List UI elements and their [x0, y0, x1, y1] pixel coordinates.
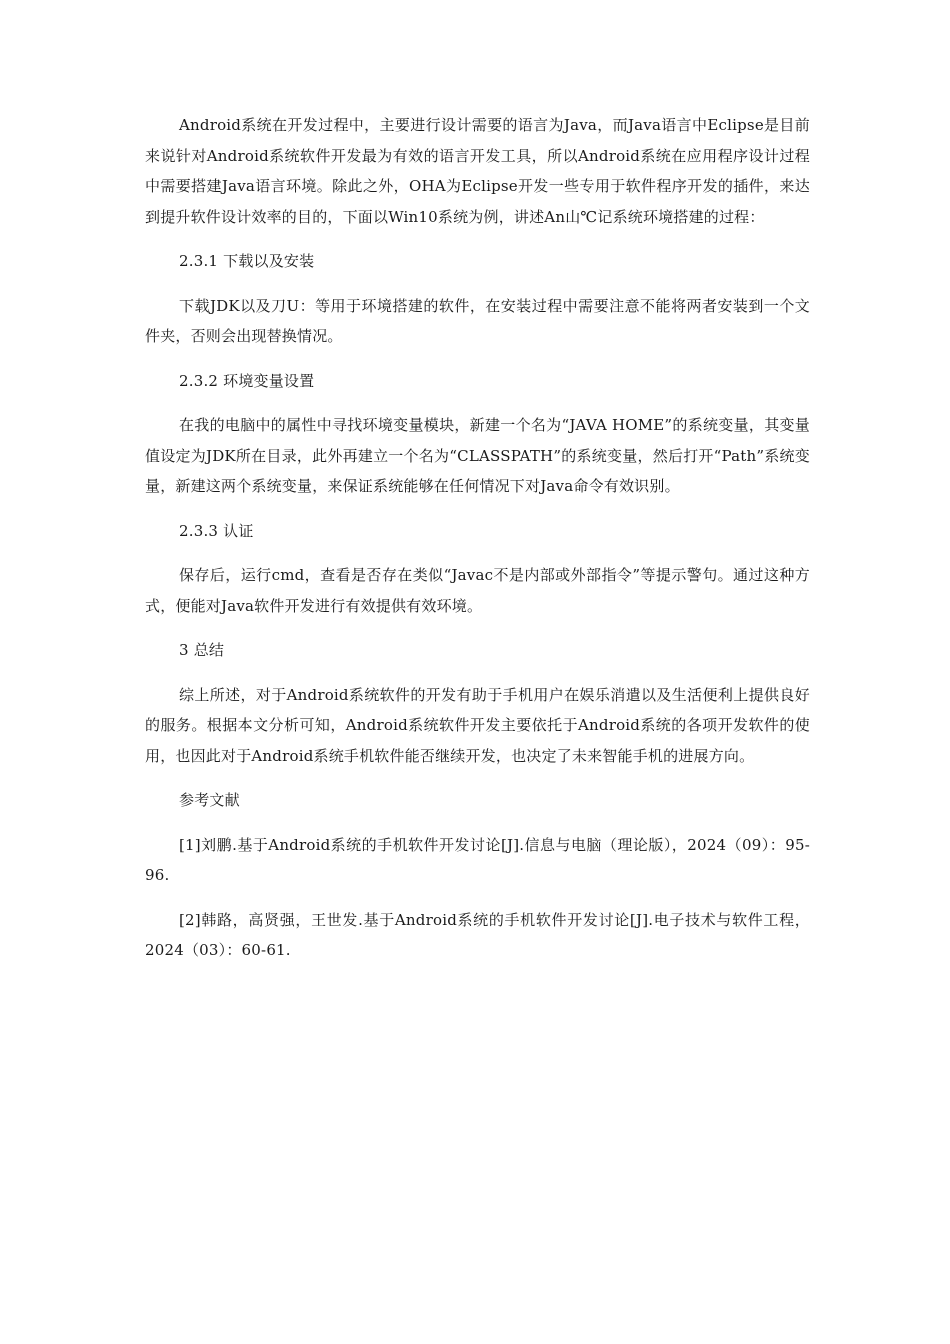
section-body-2-3-1: 下载JDK以及刀U：等用于环境搭建的软件，在安装过程中需要注意不能将两者安装到一个文件夹，否则会出现替换情况。 — [145, 296, 810, 345]
section-heading-2-3-2: 2.3.2 环境变量设置 — [179, 371, 315, 390]
reference-item: [1]刘鹏.基于Android系统的手机软件开发讨论[J].信息与电脑（理论版），2024（09）：95-96. — [145, 835, 810, 884]
section-heading-2-3-3: 2.3.3 认证 — [179, 521, 254, 540]
references-heading: 参考文献 — [179, 791, 240, 809]
section-body-conclusion: 综上所述，对于Android系统软件的开发有助于手机用户在娱乐消遣以及生活便利上提供良好的服务。根据本文分析可知，Android系统软件开发主要依托于Android系统的各项开发软件的使用，也因此对于Android系统手机软件能否继续开发，也决定了未来智能手机的进展方向。 — [145, 685, 810, 765]
intro-paragraph: Android系统在开发过程中，主要进行设计需要的语言为Java，而Java语言中Eclipse是目前来说针对Android系统软件开发最为有效的语言开发工具，所以Android系统在应用程序设计过程中需要搭建Java语言环境。除此之外，OHA为Eclipse开发一些专用于软件程序开发的插件，来达到提升软件设计效率的目的，下面以Win10系统为例，讲述An山℃记系统环境搭建的过程： — [145, 116, 810, 226]
reference-item: [2]韩路，高贤强，王世发.基于Android系统的手机软件开发讨论[J].电子技术与软件工程，2024（03）：60-61. — [145, 910, 810, 959]
document-page — [145, 110, 810, 980]
section-heading-2-3-1: 2.3.1 下载以及安装 — [179, 252, 315, 270]
section-body-2-3-3: 保存后，运行cmd，查看是否存在类似“Javac不是内部或外部指令”等提示警句。通过这种方式，便能对Java软件开发进行有效提供有效环境。 — [145, 566, 810, 615]
section-heading-conclusion: 3 总结 — [179, 641, 225, 659]
section-body-2-3-2: 在我的电脑中的属性中寻找环境变量模块，新建一个名为“JAVA HOME”的系统变量，其变量值设定为JDK所在目录，此外再建立一个名为“CLASSPATH”的系统变量，然后打开“Path”系统变量，新建这两个系统变量，来保证系统能够在任何情况下对Java命令有效识别。 — [145, 416, 810, 495]
